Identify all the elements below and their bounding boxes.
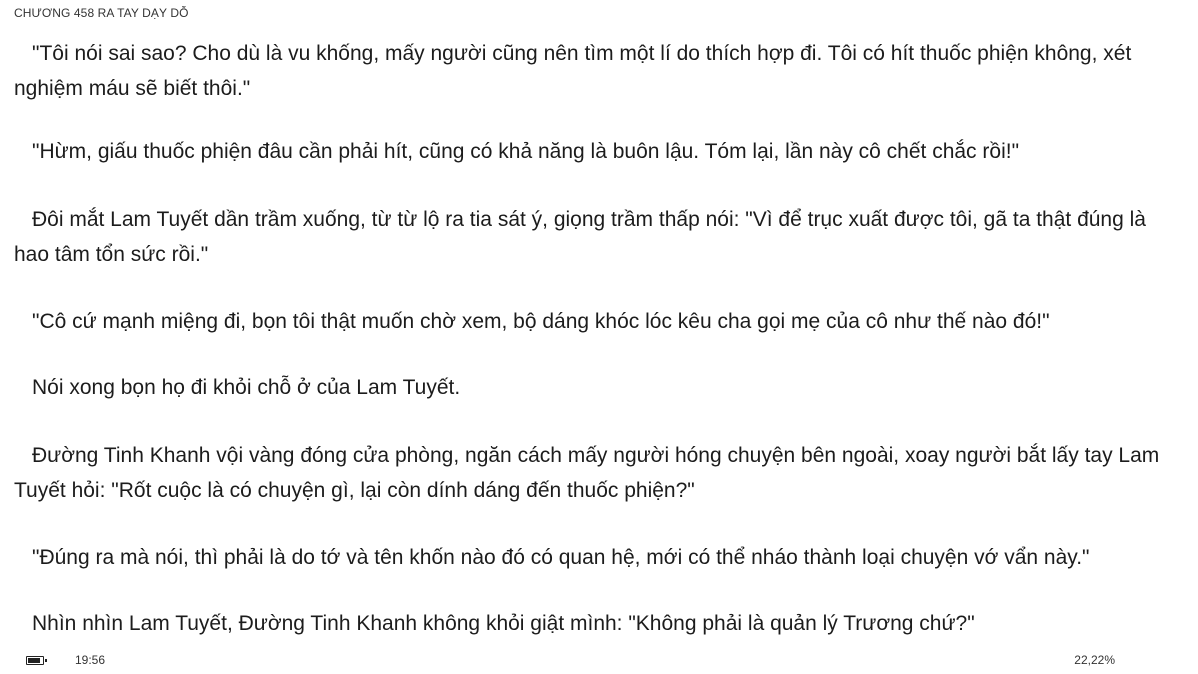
- paragraph: Đường Tinh Khanh vội vàng đóng cửa phòng, ngăn cách mấy người hóng chuyện bên ngoài, xoay người bắt lấy tay Lam Tuyết hỏi: "Rốt cuộc là có chuyện gì, lại còn dính dáng đến thuốc phiện?": [14, 444, 1160, 502]
- chapter-title: CHƯƠNG 458 RA TAY DẠY DỖ: [14, 6, 189, 20]
- status-bar: [0, 648, 1198, 672]
- battery-icon: [26, 656, 44, 665]
- paragraph: Nhìn nhìn Lam Tuyết, Đường Tinh Khanh không khỏi giật mình: "Không phải là quản lý Trương chứ?": [32, 612, 975, 635]
- paragraph: "Tôi nói sai sao? Cho dù là vu khống, mấy người cũng nên tìm một lí do thích hợp đi. Tôi có hít thuốc phiện không, xét nghiệm máu sẽ biết thôi.": [14, 42, 1132, 100]
- paragraph: "Đúng ra mà nói, thì phải là do tớ và tên khốn nào đó có quan hệ, mới có thể nháo thành loại chuyện vớ vẩn này.": [32, 546, 1090, 569]
- paragraph: Nói xong bọn họ đi khỏi chỗ ở của Lam Tuyết.: [32, 376, 461, 399]
- paragraph: Đôi mắt Lam Tuyết dần trầm xuống, từ từ lộ ra tia sát ý, giọng trầm thấp nói: "Vì để trục xuất được tôi, gã ta thật đúng là hao tâm tổn sức rồi.": [14, 208, 1146, 266]
- paragraph: "Hừm, giấu thuốc phiện đâu cần phải hít, cũng có khả năng là buôn lậu. Tóm lại, lần này cô chết chắc rồi!": [32, 140, 1020, 163]
- reading-progress: 22,22%: [1074, 653, 1115, 667]
- paragraph: "Cô cứ mạnh miệng đi, bọn tôi thật muốn chờ xem, bộ dáng khóc lóc kêu cha gọi mẹ của cô như thế nào đó!": [32, 310, 1050, 333]
- clock-time: 19:56: [75, 653, 106, 667]
